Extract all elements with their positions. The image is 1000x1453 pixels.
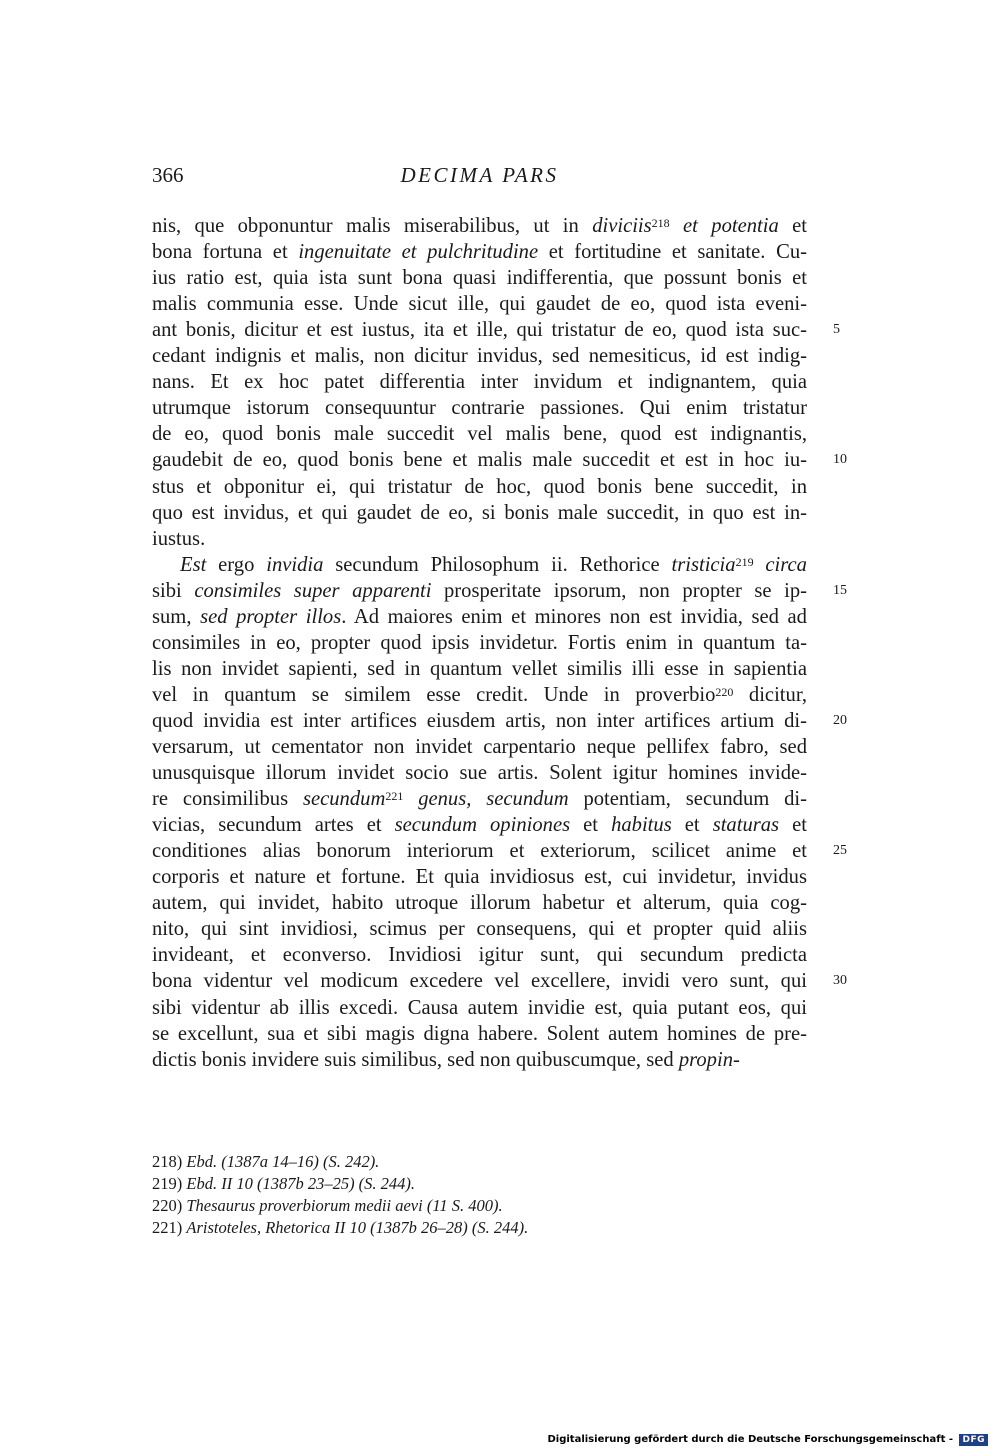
text-line [152,682,807,708]
text-line [152,500,807,526]
line-number: 5 [833,322,840,338]
text-line [152,526,807,552]
text-line [152,369,807,395]
italic-span: tristicia [671,553,736,576]
text-span [670,215,683,237]
text-line [152,474,807,500]
italic-span: habitus [611,814,672,837]
text-span: sibi [152,579,195,602]
text-line [152,265,807,291]
text-line [152,786,807,812]
text-span: quod invidia est inter artifices eiusdem artis, non inter artifices artium di- [152,709,807,732]
running-head [152,163,807,193]
section-title: DECIMA PARS [400,163,559,187]
text-span: nis, que obponuntur malis miserabilibus, ut in [152,215,593,237]
text-span: . Ad maiores enim et minores non est invidia, sed ad [341,605,807,628]
text-span: utrumque istorum consequuntur contrarie passiones. Qui enim tristatur [152,397,807,420]
text-span: ius ratio est, quia ista sunt bona quasi indifferentia, que possunt bonis et [152,267,807,290]
text-span: autem, qui invidet, habito utroque illorum habetur et alterum, quia cog- [152,892,807,915]
text-line [152,239,807,265]
text-line [152,1021,807,1047]
text-line [152,812,807,838]
footnote-text: Thesaurus proverbiorum medii aevi (11 S. 400). [186,1196,503,1215]
text-line [152,447,807,473]
footnote-text: Ebd. II 10 (1387b 23–25) (S. 244). [186,1174,416,1193]
text-line [152,734,807,760]
digitization-credit [547,1434,988,1446]
text-span: cedant indignis et malis, non dicitur invidus, sed nemesiticus, id est indig- [152,345,807,368]
footnote [152,1174,415,1194]
text-line [152,916,807,942]
text-span: dicitur, [733,683,807,706]
text-span: ergo [206,553,267,576]
footnote-ref: 218 [651,216,670,231]
text-span: re consimilibus [152,788,303,811]
italic-span: Est [180,553,207,576]
text-line [152,1047,807,1073]
text-line [152,864,807,890]
text-line [152,421,807,447]
italic-span: invidia [266,553,324,576]
text-span [403,788,418,810]
text-span: dictis bonis invidere suis similibus, sed non quibuscumque, sed [152,1048,679,1071]
text-span: et [778,215,807,237]
italic-span: secundum opiniones [394,814,571,837]
text-span: bona videntur vel modicum excedere vel excellere, invidi vero sunt, qui [152,970,807,993]
text-line [152,942,807,968]
text-span: bona fortuna et [152,241,299,264]
footnote-ref: 220 [715,685,734,700]
text-span: vicias, secundum artes et [152,814,395,837]
text-span: et fortitudine et sanitate. Cu- [538,241,807,264]
dfg-logo: DFG [959,1434,988,1446]
text-line [152,552,807,578]
footnote-number: 219) [152,1174,183,1193]
text-line [152,213,807,239]
italic-span: diviciis [592,215,652,237]
text-line [152,760,807,786]
text-span: sum, [152,605,201,628]
text-span: potentiam, secundum di- [568,788,808,811]
italic-span: propin- [678,1048,740,1071]
text-span: unusquisque illorum invidet socio sue artis. Solent igitur homines invide- [152,762,807,785]
text-span [754,554,766,576]
footnote-text: Aristoteles, Rhetorica II 10 (1387b 26–28) (S. 244). [186,1218,529,1237]
text-span: versarum, ut cementator non invidet carpentario neque pellifex fabro, sed [152,736,807,758]
text-span: et [671,814,713,837]
text-span: malis communia esse. Unde sicut ille, qui gaudet de eo, quod ista eveni- [152,293,807,316]
text-span: de eo, quod bonis male succedit vel malis bene, quod est indignantis, [152,423,807,446]
text-span: vel in quantum se similem esse credit. Unde in proverbio [152,683,716,706]
text-span: quo est invidus, et qui gaudet de eo, si bonis male succedit, in quo est in- [152,501,807,524]
text-span: ant bonis, dicitur et est iustus, ita et ille, qui tristatur de eo, quod ista suc- [152,319,807,342]
text-span: corporis et nature et fortune. Et quia invidiosus est, cui invidetur, invidus [152,866,807,889]
footnote-number: 221) [152,1218,183,1237]
text-line [152,838,807,864]
italic-span: sed propter illos [200,605,342,628]
italic-span: consimiles super apparenti [194,579,432,602]
text-line [152,708,807,734]
line-number: 10 [833,452,847,468]
italic-span: et potentia [683,215,779,237]
footnote-number: 218) [152,1152,183,1171]
text-span: prosperitate ipsorum, non propter se ip- [431,579,807,602]
text-span: nito, qui sint invidiosi, scimus per consequens, qui et propter quid aliis [152,918,807,941]
footnote [152,1218,528,1238]
footnote-number: 220) [152,1196,183,1215]
text-span: gaudebit de eo, quod bonis bene et malis male succedit et est in hoc iu- [152,449,807,472]
text-line [152,968,807,994]
text-line [152,395,807,421]
line-number: 30 [833,973,847,989]
text-line [152,343,807,369]
italic-span: genus, secundum [418,788,569,811]
text-span: stus et obponitur ei, qui tristatur de hoc, quod bonis bene succedit, in [152,475,807,498]
text-line [152,291,807,317]
italic-span: staturas [712,814,780,837]
line-number: 15 [833,582,847,598]
text-line [152,317,807,343]
text-line [152,630,807,656]
italic-span: ingenuitate et pulchritudine [298,241,539,264]
text-span: conditiones alias bonorum interiorum et exteriorum, scilicet anime et [152,840,807,863]
footnote-ref: 219 [735,554,754,569]
text-span: nans. Et ex hoc patet differentia inter invidum et indignantem, quia [152,371,807,394]
text-line [152,890,807,916]
italic-span: secundum [302,788,386,811]
text-span: et [570,814,612,837]
text-span: et [779,814,807,837]
line-number: 25 [833,843,847,859]
line-number: 20 [833,712,847,728]
text-span: se excellunt, sua et sibi magis digna habere. Solent autem homines de pre- [152,1022,807,1045]
text-line [152,604,807,630]
footnote [152,1196,503,1216]
text-span: invideant, et econverso. Invidiosi igitur sunt, qui secundum predicta [152,944,807,967]
footnote-text: Ebd. (1387a 14–16) (S. 242). [186,1152,380,1171]
text-span: sibi videntur ab illis excedi. Causa autem invidie est, quia putant eos, qui [152,996,807,1019]
text-span: consimiles in eo, propter quod ipsis invidetur. Fortis enim in quantum ta- [152,631,807,654]
text-span: iustus. [152,527,206,550]
text-span: secundum Philosophum ii. Rethorice [323,553,672,576]
text-line [152,578,807,604]
text-span: lis non invidet sapienti, sed in quantum vellet similis illi esse in sapientia [152,657,807,680]
credit-text: Digitalisierung gefördert durch die Deutsche Forschungsgemeinschaft - [547,1434,953,1445]
italic-span: circa [765,553,807,576]
text-line [152,995,807,1021]
footnote-ref: 221 [385,789,404,804]
footnote [152,1152,379,1172]
page-number: 366 [152,163,184,187]
text-line [152,656,807,682]
